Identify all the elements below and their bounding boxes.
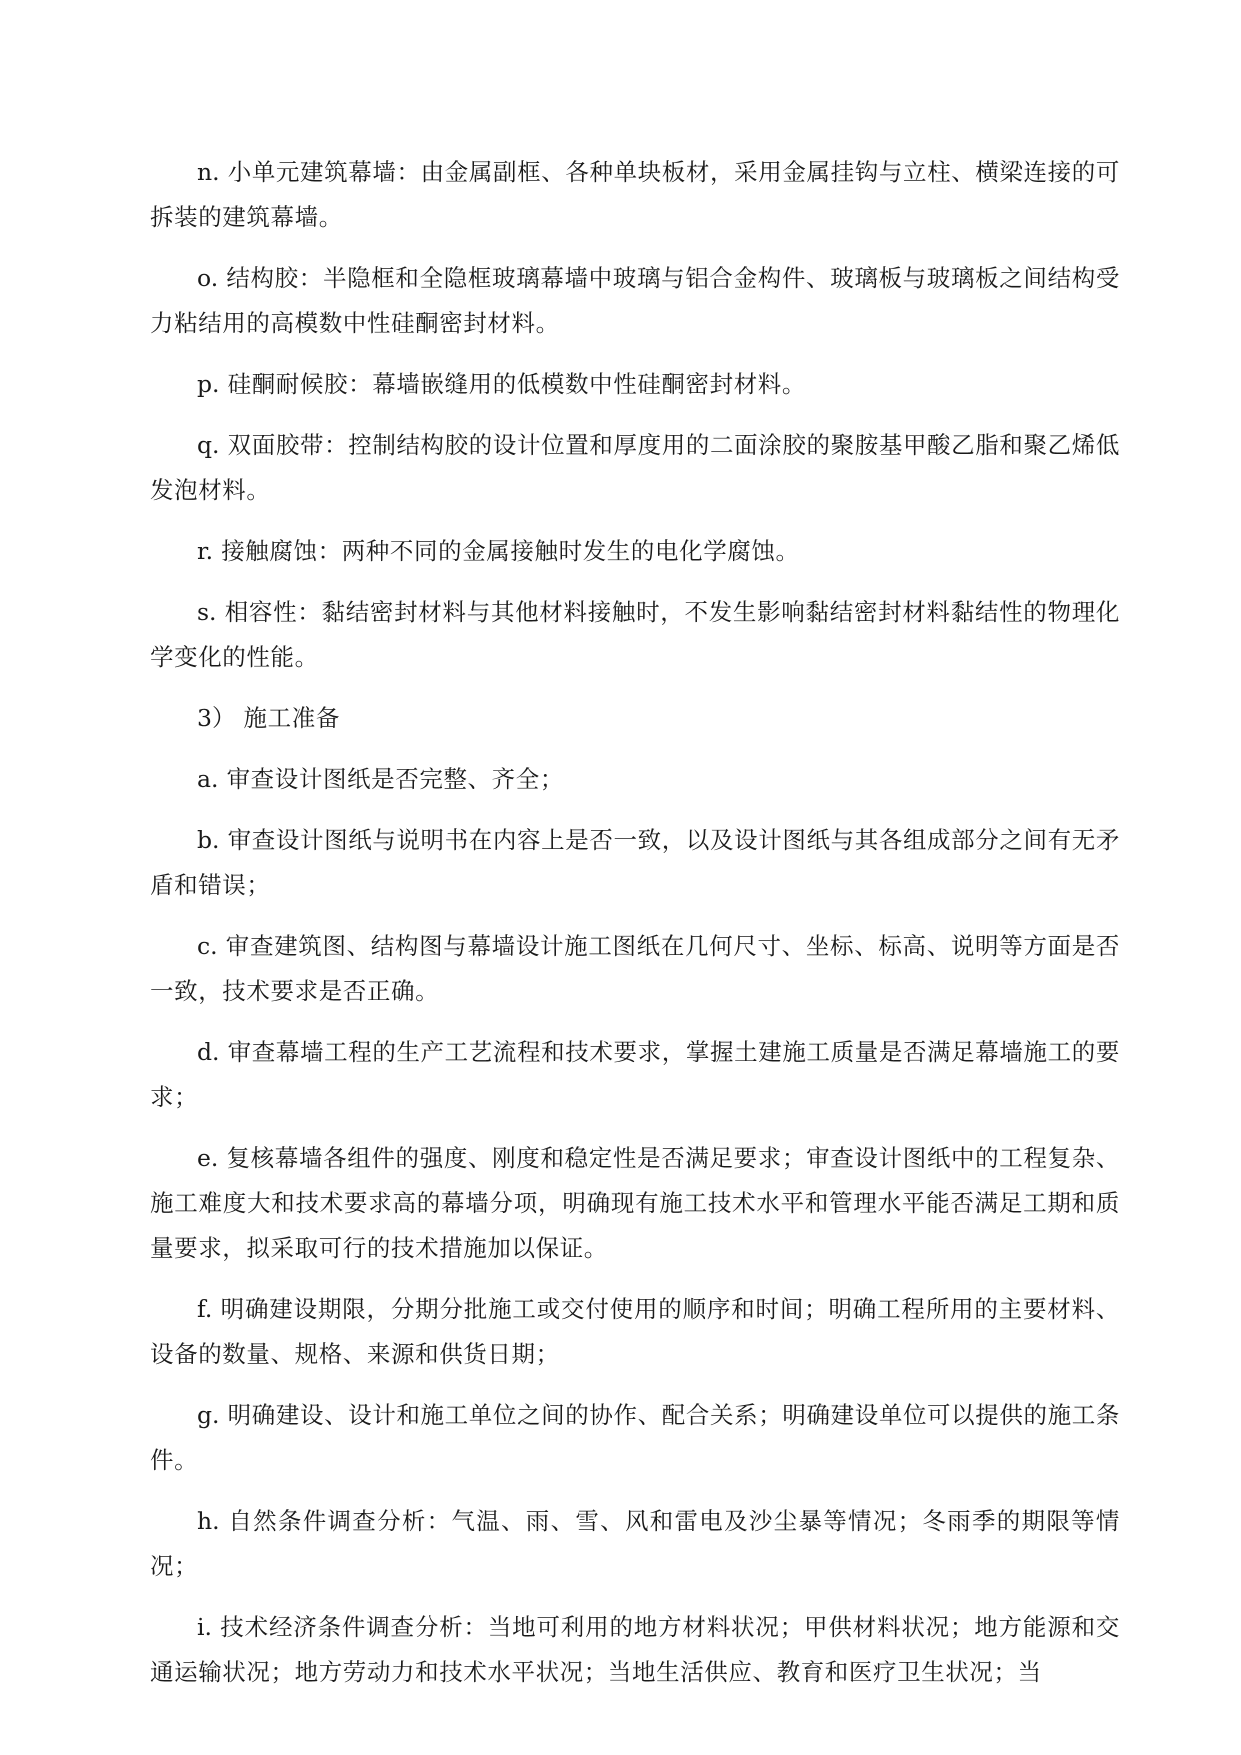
paragraph-text: 审查设计图纸是否完整、齐全； xyxy=(226,765,564,793)
paragraph-c xyxy=(150,924,1120,1014)
paragraph-e xyxy=(150,1136,1120,1271)
paragraph-text: 技术经济条件调查分析：当地可利用的地方材料状况；甲供材料状况；地方能源和交通运输状况；地方劳动力和技术水平状况；当地生活供应、教育和医疗卫生状况；当 xyxy=(150,1613,1120,1686)
paragraph-a xyxy=(150,757,1120,802)
paragraph-h xyxy=(150,1499,1120,1589)
paragraph-text: 复核幕墙各组件的强度、刚度和稳定性是否满足要求；审查设计图纸中的工程复杂、施工难度大和技术要求高的幕墙分项，明确现有施工技术水平和管理水平能否满足工期和质量要求，拟采取可行的技术措施加以保证。 xyxy=(150,1144,1120,1262)
item-marker: e. xyxy=(197,1144,219,1172)
paragraph-text: 明确建设期限，分期分批施工或交付使用的顺序和时间；明确工程所用的主要材料、设备的数量、规格、来源和供货日期； xyxy=(150,1295,1121,1368)
paragraph-text: 施工准备 xyxy=(243,704,340,732)
paragraph-text: 接触腐蚀：两种不同的金属接触时发生的电化学腐蚀。 xyxy=(221,537,800,565)
item-marker: b. xyxy=(197,826,220,854)
paragraph-text: 明确建设、设计和施工单位之间的协作、配合关系；明确建设单位可以提供的施工条件。 xyxy=(150,1401,1120,1474)
paragraph-text: 审查设计图纸与说明书在内容上是否一致，以及设计图纸与其各组成部分之间有无矛盾和错误； xyxy=(150,826,1120,899)
paragraph-i xyxy=(150,1605,1120,1695)
paragraph-s xyxy=(150,590,1120,680)
item-marker: h. xyxy=(197,1507,220,1535)
item-marker: n. xyxy=(197,158,220,186)
item-marker: c. xyxy=(197,932,218,960)
paragraph-text: 审查建筑图、结构图与幕墙设计施工图纸在几何尺寸、坐标、标高、说明等方面是否一致，技术要求是否正确。 xyxy=(150,932,1120,1005)
paragraph-text: 审查幕墙工程的生产工艺流程和技术要求，掌握土建施工质量是否满足幕墙施工的要求； xyxy=(150,1038,1120,1111)
item-marker: g. xyxy=(197,1401,220,1429)
paragraph-p xyxy=(150,362,1120,407)
paragraph-n xyxy=(150,150,1120,240)
item-marker: i. xyxy=(197,1613,212,1641)
paragraph-text: 相容性：黏结密封材料与其他材料接触时，不发生影响黏结密封材料黏结性的物理化学变化的性能。 xyxy=(150,598,1120,671)
item-marker: r. xyxy=(197,537,214,565)
paragraph-text: 硅酮耐候胶：幕墙嵌缝用的低模数中性硅酮密封材料。 xyxy=(227,370,806,398)
paragraph-text: 自然条件调查分析：气温、雨、雪、风和雷电及沙尘暴等情况；冬雨季的期限等情况； xyxy=(150,1507,1120,1580)
paragraph-text: 结构胶：半隐框和全隐框玻璃幕墙中玻璃与铝合金构件、玻璃板与玻璃板之间结构受力粘结用的高模数中性硅酮密封材料。 xyxy=(150,264,1120,337)
paragraph-r xyxy=(150,529,1120,574)
item-marker: s. xyxy=(197,598,217,626)
paragraph-q xyxy=(150,423,1120,513)
item-marker: a. xyxy=(197,765,219,793)
item-marker: o. xyxy=(197,264,219,292)
paragraph-f xyxy=(150,1287,1120,1377)
paragraph-o xyxy=(150,256,1120,346)
paragraph-text: 双面胶带：控制结构胶的设计位置和厚度用的二面涂胶的聚胺基甲酸乙脂和聚乙烯低发泡材料。 xyxy=(150,431,1120,504)
item-marker: 3） xyxy=(197,704,236,732)
paragraph-g xyxy=(150,1393,1120,1483)
paragraph-d xyxy=(150,1030,1120,1120)
paragraph-text: 小单元建筑幕墙：由金属副框、各种单块板材，采用金属挂钩与立柱、横梁连接的可拆装的建筑幕墙。 xyxy=(150,158,1120,231)
item-marker: p. xyxy=(197,370,220,398)
item-marker: q. xyxy=(197,431,220,459)
document-page xyxy=(150,150,1120,1711)
section-heading xyxy=(150,696,1120,741)
item-marker: d. xyxy=(197,1038,220,1066)
paragraph-b xyxy=(150,818,1120,908)
item-marker: f. xyxy=(197,1295,213,1323)
